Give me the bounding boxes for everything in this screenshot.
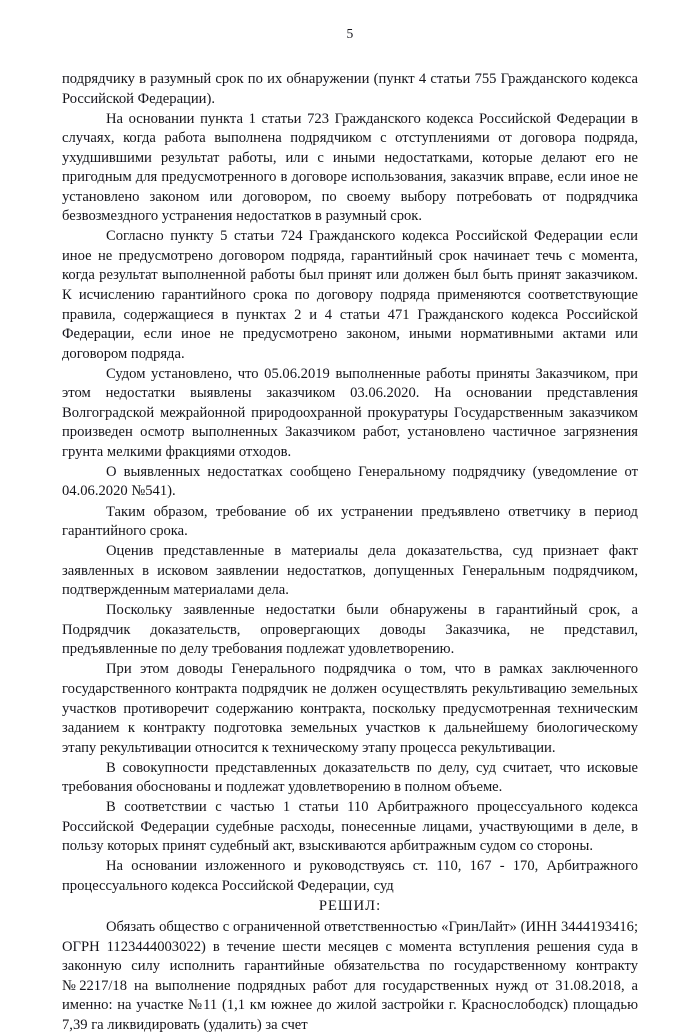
paragraph-7: Оценив представленные в материалы дела доказательства, суд признает факт заявленных в исковом заявлении недостатков, допущенных Генеральным подрядчиком, подтвержденным материалами дела. bbox=[62, 543, 638, 599]
paragraph-5: О выявленных недостатках сообщено Генеральному подрядчику (уведомление от 04.06.2020 №541). bbox=[62, 463, 638, 500]
paragraph-6: Таким образом, требование об их устранении предъявлено ответчику в период гарантийного срока. bbox=[62, 503, 638, 540]
resolution-heading: РЕШИЛ: bbox=[318, 898, 382, 915]
paragraph-3: Согласно пункту 5 статьи 724 Гражданского кодекса Российской Федерации если иное не предусмотрено договором подряда, гарантийный срок начинает течь с момента, когда результат выполненной работы был принят или должен был быть принят заказчиком. К исчислению гарантийного срока по договору подряда применяются соответствующие правила, содержащиеся в пунктах 2 и 4 статьи 471 Гражданского кодекса Российской Федерации, если иное не предусмотрено законом, иными нормативными актами или договором подряда. bbox=[62, 228, 638, 362]
page-number: 5 bbox=[346, 26, 354, 41]
paragraph-11: В соответствии с частью 1 статьи 110 Арбитражного процессуального кодекса Российской Федерации судебные расходы, понесенные лицами, участвующими в деле, в пользу которых принят судебный акт, взыскиваются арбитражным судом со стороны. bbox=[62, 799, 638, 855]
paragraph-4: Судом установлено, что 05.06.2019 выполненные работы приняты Заказчиком, при этом недостатки выявлены заказчиком 03.06.2020. На основании представления Волгоградской межрайонной природоохранной прокуратуры Государственным заказчиком произведен осмотр выполненных Заказчиком работ, установлено частичное загрязнения грунта мелкими фракциями отходов. bbox=[62, 365, 638, 460]
paragraph-12: На основании изложенного и руководствуясь ст. 110, 167 - 170, Арбитражного процессуального кодекса Российской Федерации, суд bbox=[62, 858, 638, 894]
paragraph-2: На основании пункта 1 статьи 723 Гражданского кодекса Российской Федерации в случаях, когда работа выполнена подрядчиком с отступлениями от договора подряда, ухудшившими результат работы, или с иными недостатками, которые делают его не пригодным для предусмотренного в договоре использования, заказчик вправе, если иное не установлено законом или договором, по своему выбору потребовать от подрядчика безвозмездного устранения недостатков в разумный срок. bbox=[62, 110, 638, 225]
paragraph-1: подрядчику в разумный срок по их обнаружении (пункт 4 статьи 755 Гражданского кодекса Российской Федерации). bbox=[62, 71, 638, 107]
paragraph-10: В совокупности представленных доказательств по делу, суд считает, что исковые требования обоснованы и подлежат удовлетворению в полном объеме. bbox=[62, 759, 638, 796]
document-body bbox=[62, 70, 638, 1035]
paragraph-8: Поскольку заявленные недостатки были обнаружены в гарантийный срок, а Подрядчик доказательств, опровергающих доводы Заказчика, не представил, предъявленные по делу требования подлежат удовлетворению. bbox=[62, 602, 638, 658]
paragraph-14: Обязать общество с ограниченной ответственностью «ГринЛайт» (ИНН 3444193416; ОГРН 1123444003022) в течение шести месяцев с момента вступления решения суда в законную силу исполнить гарантийные обязательства по государственному контракту №2217/18 на выполнение подрядных работ для государственных нужд от 31.08.2018, а именно: на участке №11 (1,1 км южнее до жилой застройки г. Краснослободск) площадью 7,39 га ликвидировать (удалить) за счет bbox=[62, 919, 638, 1033]
paragraph-9: При этом доводы Генерального подрядчика о том, что в рамках заключенного государственного контракта подрядчик не должен осуществлять рекультивацию земельных участков противоречит содержанию контракта, поскольку предусмотренная техническим заданием к контракту подготовка земельных участков к дальнейшему биологическому этапу рекультивации относится к техническому этапу процесса рекультивации. bbox=[62, 661, 638, 756]
